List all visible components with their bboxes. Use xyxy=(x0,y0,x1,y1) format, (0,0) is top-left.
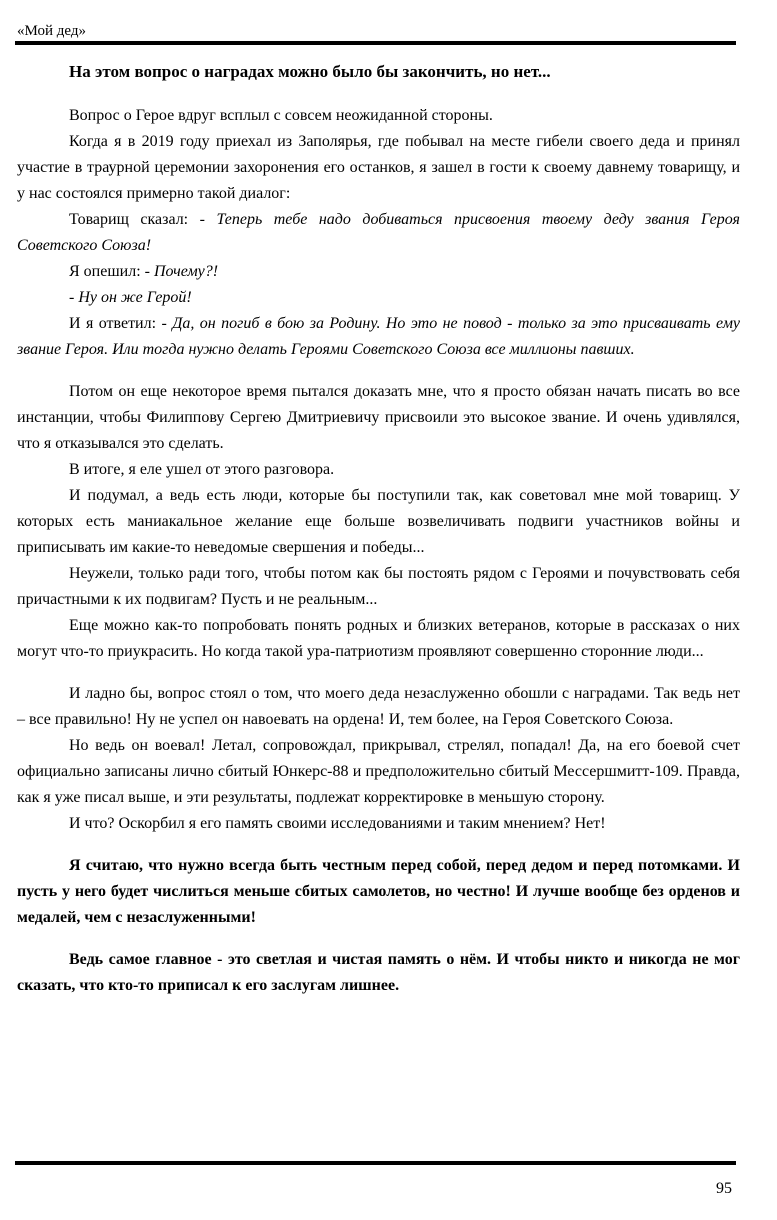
paragraph xyxy=(17,613,740,665)
dialog-italic-text: - Теперь тебе надо добиваться присвоения твоему деду звания Героя Советского Союза! xyxy=(17,211,740,254)
section-heading: На этом вопрос о наградах можно было бы закончить, но нет... xyxy=(69,62,551,81)
paragraph xyxy=(17,129,740,207)
paragraph xyxy=(17,457,740,483)
page-content xyxy=(17,58,740,999)
dialog-italic-text: - Почему?! xyxy=(144,263,219,280)
body-text: Еще можно как-то попробовать понять родных и близких ветеранов, которые в рассказах о них могут что-то приукрасить. Но когда такой ура-патриотизм проявляют совершенно сторонние люди... xyxy=(17,617,740,660)
body-text: В итоге, я еле ушел от этого разговора. xyxy=(69,461,335,478)
paragraph xyxy=(17,207,740,259)
running-header xyxy=(17,22,86,40)
body-text: И я ответил: xyxy=(69,315,162,332)
body-text: Когда я в 2019 году приехал из Заполярья, где побывал на месте гибели своего деда и принял участие в траурной церемонии захоронения его останков, я зашел в гости к своему давнему товарищу, и у нас состоялся примерно такой диалог: xyxy=(17,133,740,202)
body-text: И что? Оскорбил я его память своими исследованиями и таким мнением? Нет! xyxy=(69,815,606,832)
body-text: Я опешил: xyxy=(69,263,145,280)
dialog-italic-text: - Ну он же Герой! xyxy=(69,289,192,306)
paragraph xyxy=(17,311,740,363)
paragraph xyxy=(17,379,740,457)
body-text: Я считаю, что нужно всегда быть честным перед собой, перед дедом и перед потомками. И пусть у него будет числиться меньше сбитых самолетов, но честно! И лучше вообще без орденов и медалей, чем с незаслуженными! xyxy=(17,857,740,926)
paragraph xyxy=(17,947,740,999)
page-number: 95 xyxy=(716,1180,732,1197)
footer-rule xyxy=(15,1161,736,1165)
paragraph xyxy=(17,103,740,129)
paragraph xyxy=(17,483,740,561)
paragraph xyxy=(17,285,740,311)
paragraph xyxy=(17,259,740,285)
paragraph xyxy=(17,681,740,733)
book-title: «Мой дед» xyxy=(17,23,86,39)
paragraph xyxy=(17,811,740,837)
body-text: Вопрос о Герое вдруг всплыл с совсем неожиданной стороны. xyxy=(69,107,493,124)
paragraph xyxy=(17,853,740,931)
body-text: Товарищ сказал: xyxy=(69,211,200,228)
body-text: И подумал, а ведь есть люди, которые бы поступили так, как советовал мне мой товарищ. У которых есть маниакальное желание еще больше возвеличивать подвиги участников войны и приписывать им какие-то неведомые свершения и победы... xyxy=(17,487,740,556)
paragraph-list xyxy=(17,103,740,999)
body-text: И ладно бы, вопрос стоял о том, что моего деда незаслуженно обошли с наградами. Так ведь нет – все правильно! Ну не успел он навоевать на ордена! И, тем более, на Героя Советского Союза. xyxy=(17,685,740,728)
paragraph xyxy=(17,733,740,811)
body-text: Неужели, только ради того, чтобы потом как бы постоять рядом с Героями и почувствовать себя причастными к их подвигам? Пусть и не реальным... xyxy=(17,565,740,608)
dialog-italic-text: - Да, он погиб в бою за Родину. Но это не повод - только за это присваивать ему звание Героя. Или тогда нужно делать Героями Советского Союза все миллионы павших. xyxy=(17,315,741,358)
body-text: Ведь самое главное - это светлая и чистая память о нём. И чтобы никто и никогда не мог сказать, что кто-то приписал к его заслугам лишнее. xyxy=(17,951,740,994)
body-text: Но ведь он воевал! Летал, сопровождал, прикрывал, стрелял, попадал! Да, на его боевой счет официально записаны лично сбитый Юнкерс-88 и предположительно сбитый Мессершмитт-109. Правда, как я уже писал выше, и эти результаты, подлежат корректировке в меньшую сторону. xyxy=(17,737,740,806)
paragraph xyxy=(17,561,740,613)
header-rule xyxy=(15,41,736,45)
body-text: Потом он еще некоторое время пытался доказать мне, что я просто обязан начать писать во все инстанции, чтобы Филиппову Сергею Дмитриевичу присвоили это высокое звание. И очень удивлялся, что я отказывался это сделать. xyxy=(17,383,740,452)
